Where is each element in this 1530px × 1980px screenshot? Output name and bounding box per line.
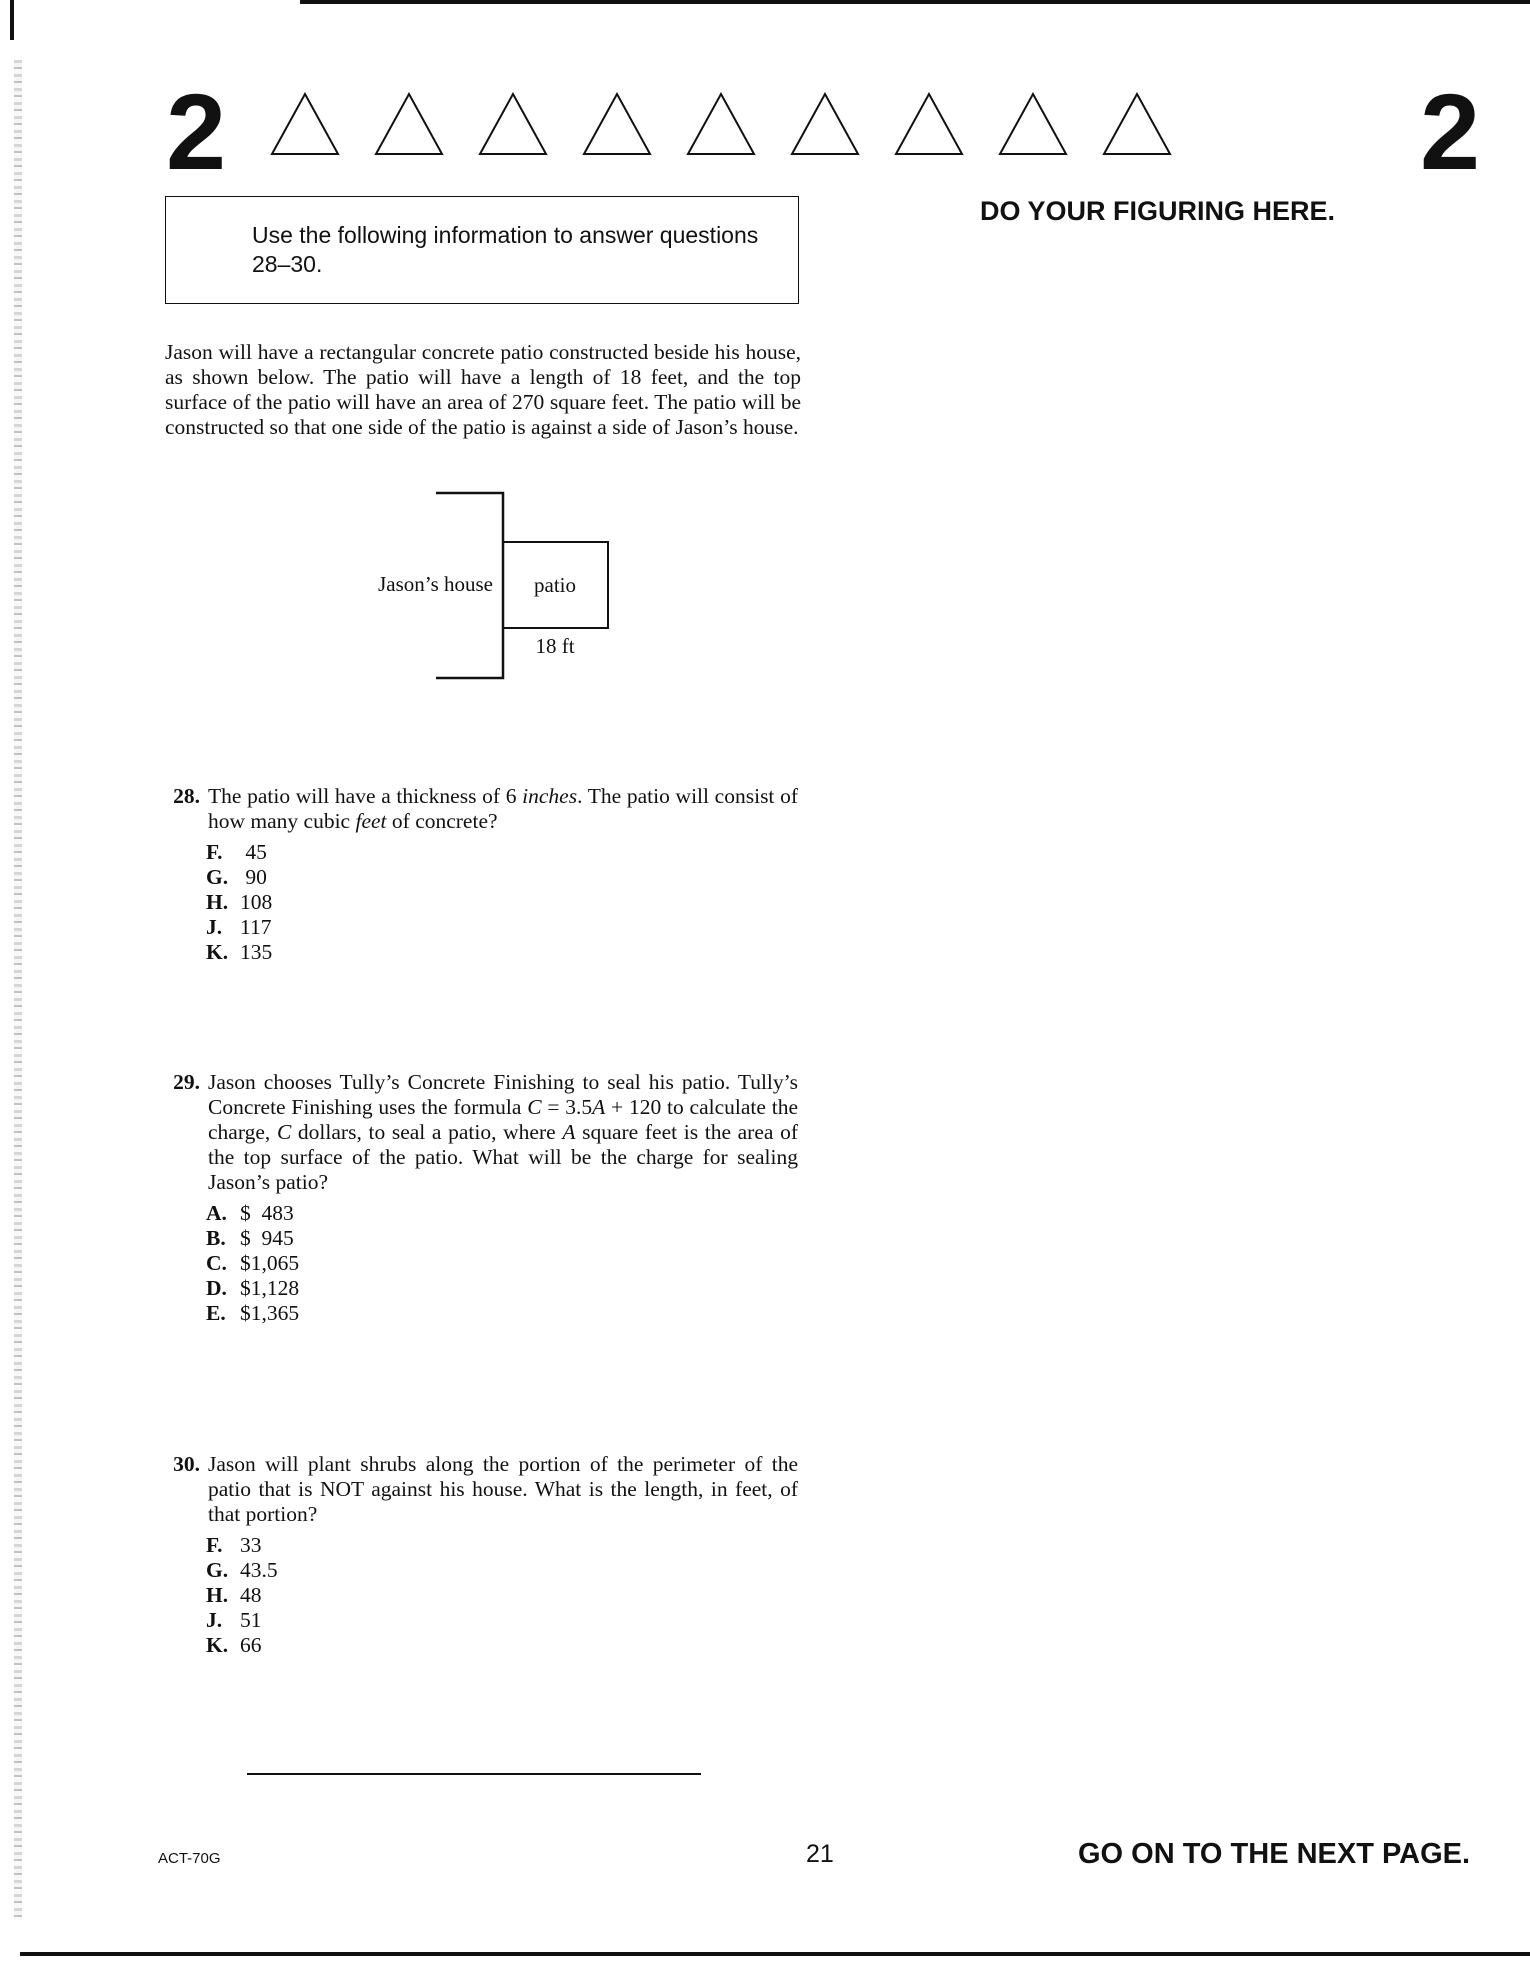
question-number: 30. [173,1452,200,1476]
binding-edge [14,60,22,1920]
left-rule [10,0,14,40]
triangle-icon [792,94,858,154]
answer-option-g[interactable]: G. 43.5 [206,1558,278,1582]
question-number: 28. [173,784,200,808]
answer-option-f[interactable]: F. 33 [206,1533,262,1557]
bottom-rule [20,1952,1530,1956]
answer-option-g[interactable]: G. 90 [206,865,267,889]
info-box [165,196,799,304]
footer-rule [247,1773,701,1775]
question-30 [158,1452,798,1658]
question-stem: The patio will have a thickness of 6 inches. The patio will consist of how many cubic feet of concrete? [208,784,799,833]
question-28 [158,784,798,965]
next-page-label: GO ON TO THE NEXT PAGE. [1078,1838,1471,1870]
answer-option-h[interactable]: H. 108 [206,890,273,914]
passage: Jason will have a rectangular concrete patio constructed beside his house, as shown below. The patio will have a length of 18 feet, and the top surface of the patio will have an area of 270 square feet. The patio will be constructed so that one side of the patio is against a side of Jason’s house. [165,340,801,439]
triangle-icon [1104,94,1170,154]
form-code: ACT-70G [158,1850,221,1867]
answer-option-b[interactable]: B. $ 945 [206,1226,294,1250]
patio-diagram [340,488,620,688]
house-label: Jason’s house [378,572,493,596]
patio-label: patio [534,573,576,597]
triangle-icon [272,94,338,154]
figuring-label: DO YOUR FIGURING HERE. [980,196,1336,226]
answer-option-a[interactable]: A. $ 483 [206,1201,294,1225]
length-label: 18 ft [535,634,575,658]
answer-options [206,1533,798,1658]
question-29 [158,1070,798,1326]
triangle-row [270,92,1400,162]
answer-option-k[interactable]: K. 66 [206,1633,262,1657]
triangle-icon [584,94,650,154]
answer-option-c[interactable]: C. $1,065 [206,1251,300,1275]
answer-options [206,840,798,965]
triangle-icon [688,94,754,154]
answer-option-j[interactable]: J. 51 [206,1608,262,1632]
section-number-right: 2 [1420,71,1481,192]
answer-option-k[interactable]: K. 135 [206,940,273,964]
triangle-icon [1000,94,1066,154]
triangle-icon [376,94,442,154]
answer-option-e[interactable]: E. $1,365 [206,1301,300,1325]
question-number: 29. [173,1070,200,1094]
question-stem: Jason will plant shrubs along the portion of the perimeter of the patio that is NOT against his house. What is the length, in feet, of that portion? [208,1452,798,1526]
triangle-icon [480,94,546,154]
answer-options [206,1201,798,1326]
triangle-icon [896,94,962,154]
answer-option-d[interactable]: D. $1,128 [206,1276,300,1300]
question-stem: Jason chooses Tully’s Concrete Finishing to seal his patio. Tully’s Concrete Finishing uses the formula C = 3.5A + 120 to calculate the charge, C dollars, to seal a patio, where A square feet is the area of the top surface of the patio. What will be the charge for sealing Jason’s patio? [208,1070,798,1194]
page-number: 21 [806,1840,834,1868]
section-number-left: 2 [166,71,227,192]
answer-option-f[interactable]: F. 45 [206,840,267,864]
answer-option-j[interactable]: J. 117 [206,915,272,939]
answer-option-h[interactable]: H. 48 [206,1583,262,1607]
info-text: Use the following information to answer questions 28–30. [252,222,759,277]
top-rule [300,0,1530,4]
